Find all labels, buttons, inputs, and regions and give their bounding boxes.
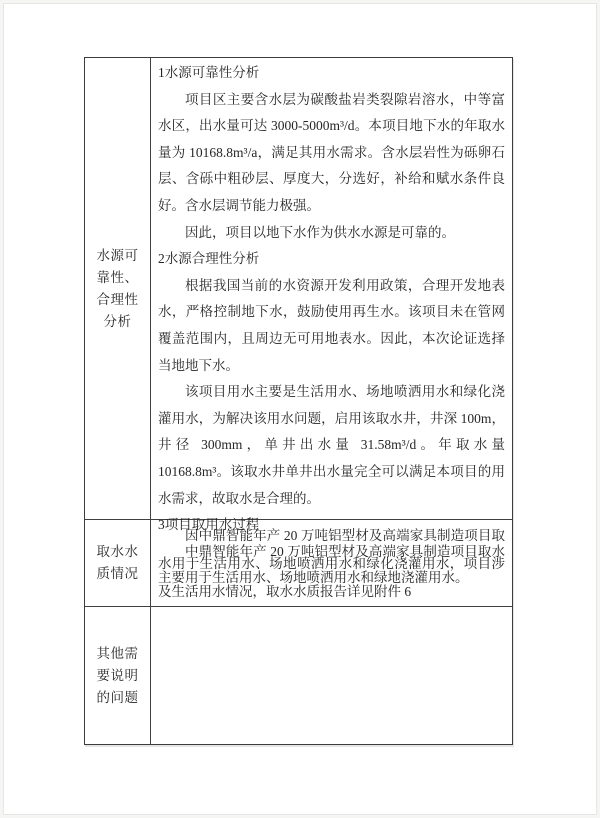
row-label-text: 水源可靠性、合理性分析 bbox=[96, 247, 139, 329]
paragraph: 根据我国当前的水资源开发利用政策，合理开发地表水，严格控制地下水，鼓励使用再生水。该项目未在管网覆盖范围内，且周边无可用地表水。因此，本次论证选择当地地下水。 bbox=[158, 277, 505, 373]
row-label-other-issues bbox=[85, 607, 151, 744]
paragraph: 该项目用水主要是生活用水、场地喷洒用水和绿化浇灌用水，为解决该用水问题，启用该取水井，井深 100m，井径 300mm，单井出水量 31.58m³/d。年取水量 10168.8m³。该取水井单井出水量完全可以满足本项目的用水需求，故取水是合理的。 bbox=[158, 384, 505, 506]
row-label-water-source-reliability bbox=[85, 58, 151, 520]
section-heading-rationality: 2水源合理性分析 bbox=[158, 251, 260, 267]
paragraph: 因中鼎智能年产 20 万吨铝型材及高端家具制造项目取水用于生活用水、场地喷洒用水和绿化浇灌用水，项目涉及生活用水情况，取水水质报告详见附件 6 bbox=[158, 528, 505, 599]
cell-other-issues-empty bbox=[151, 607, 512, 744]
row-label-water-quality bbox=[85, 520, 151, 607]
paragraph: 项目区主要含水层为碳酸盐岩类裂隙岩溶水，中等富水区，出水量可达 3000-5000m³/d。本项目地下水的年取水量为 10168.8m³/a，满足其用水需求。含水层岩性为砾卵石层、含砾中粗砂层、厚度大，分选好，补给和赋水条件良好。含水层调节能力极强。 bbox=[158, 91, 505, 213]
paragraph: 因此，项目以地下水作为供水水源是可靠的。 bbox=[185, 224, 455, 240]
paragraph: 中鼎智能年产 20 万吨铝型材及高端家具制造项目取水主要用于生活用水、场地喷洒用水和绿地浇灌用水。 bbox=[158, 543, 505, 586]
water-assessment-table bbox=[84, 57, 513, 745]
section-heading-reliability: 1水源可靠性分析 bbox=[158, 65, 260, 80]
document-page bbox=[3, 3, 597, 815]
section-heading-water-intake-process: 3项目取用水过程 bbox=[158, 517, 260, 533]
cell-water-quality bbox=[151, 520, 512, 607]
row-label-text: 其他需要说明的问题 bbox=[96, 645, 139, 705]
row-label-text: 取水水质情况 bbox=[96, 544, 139, 581]
